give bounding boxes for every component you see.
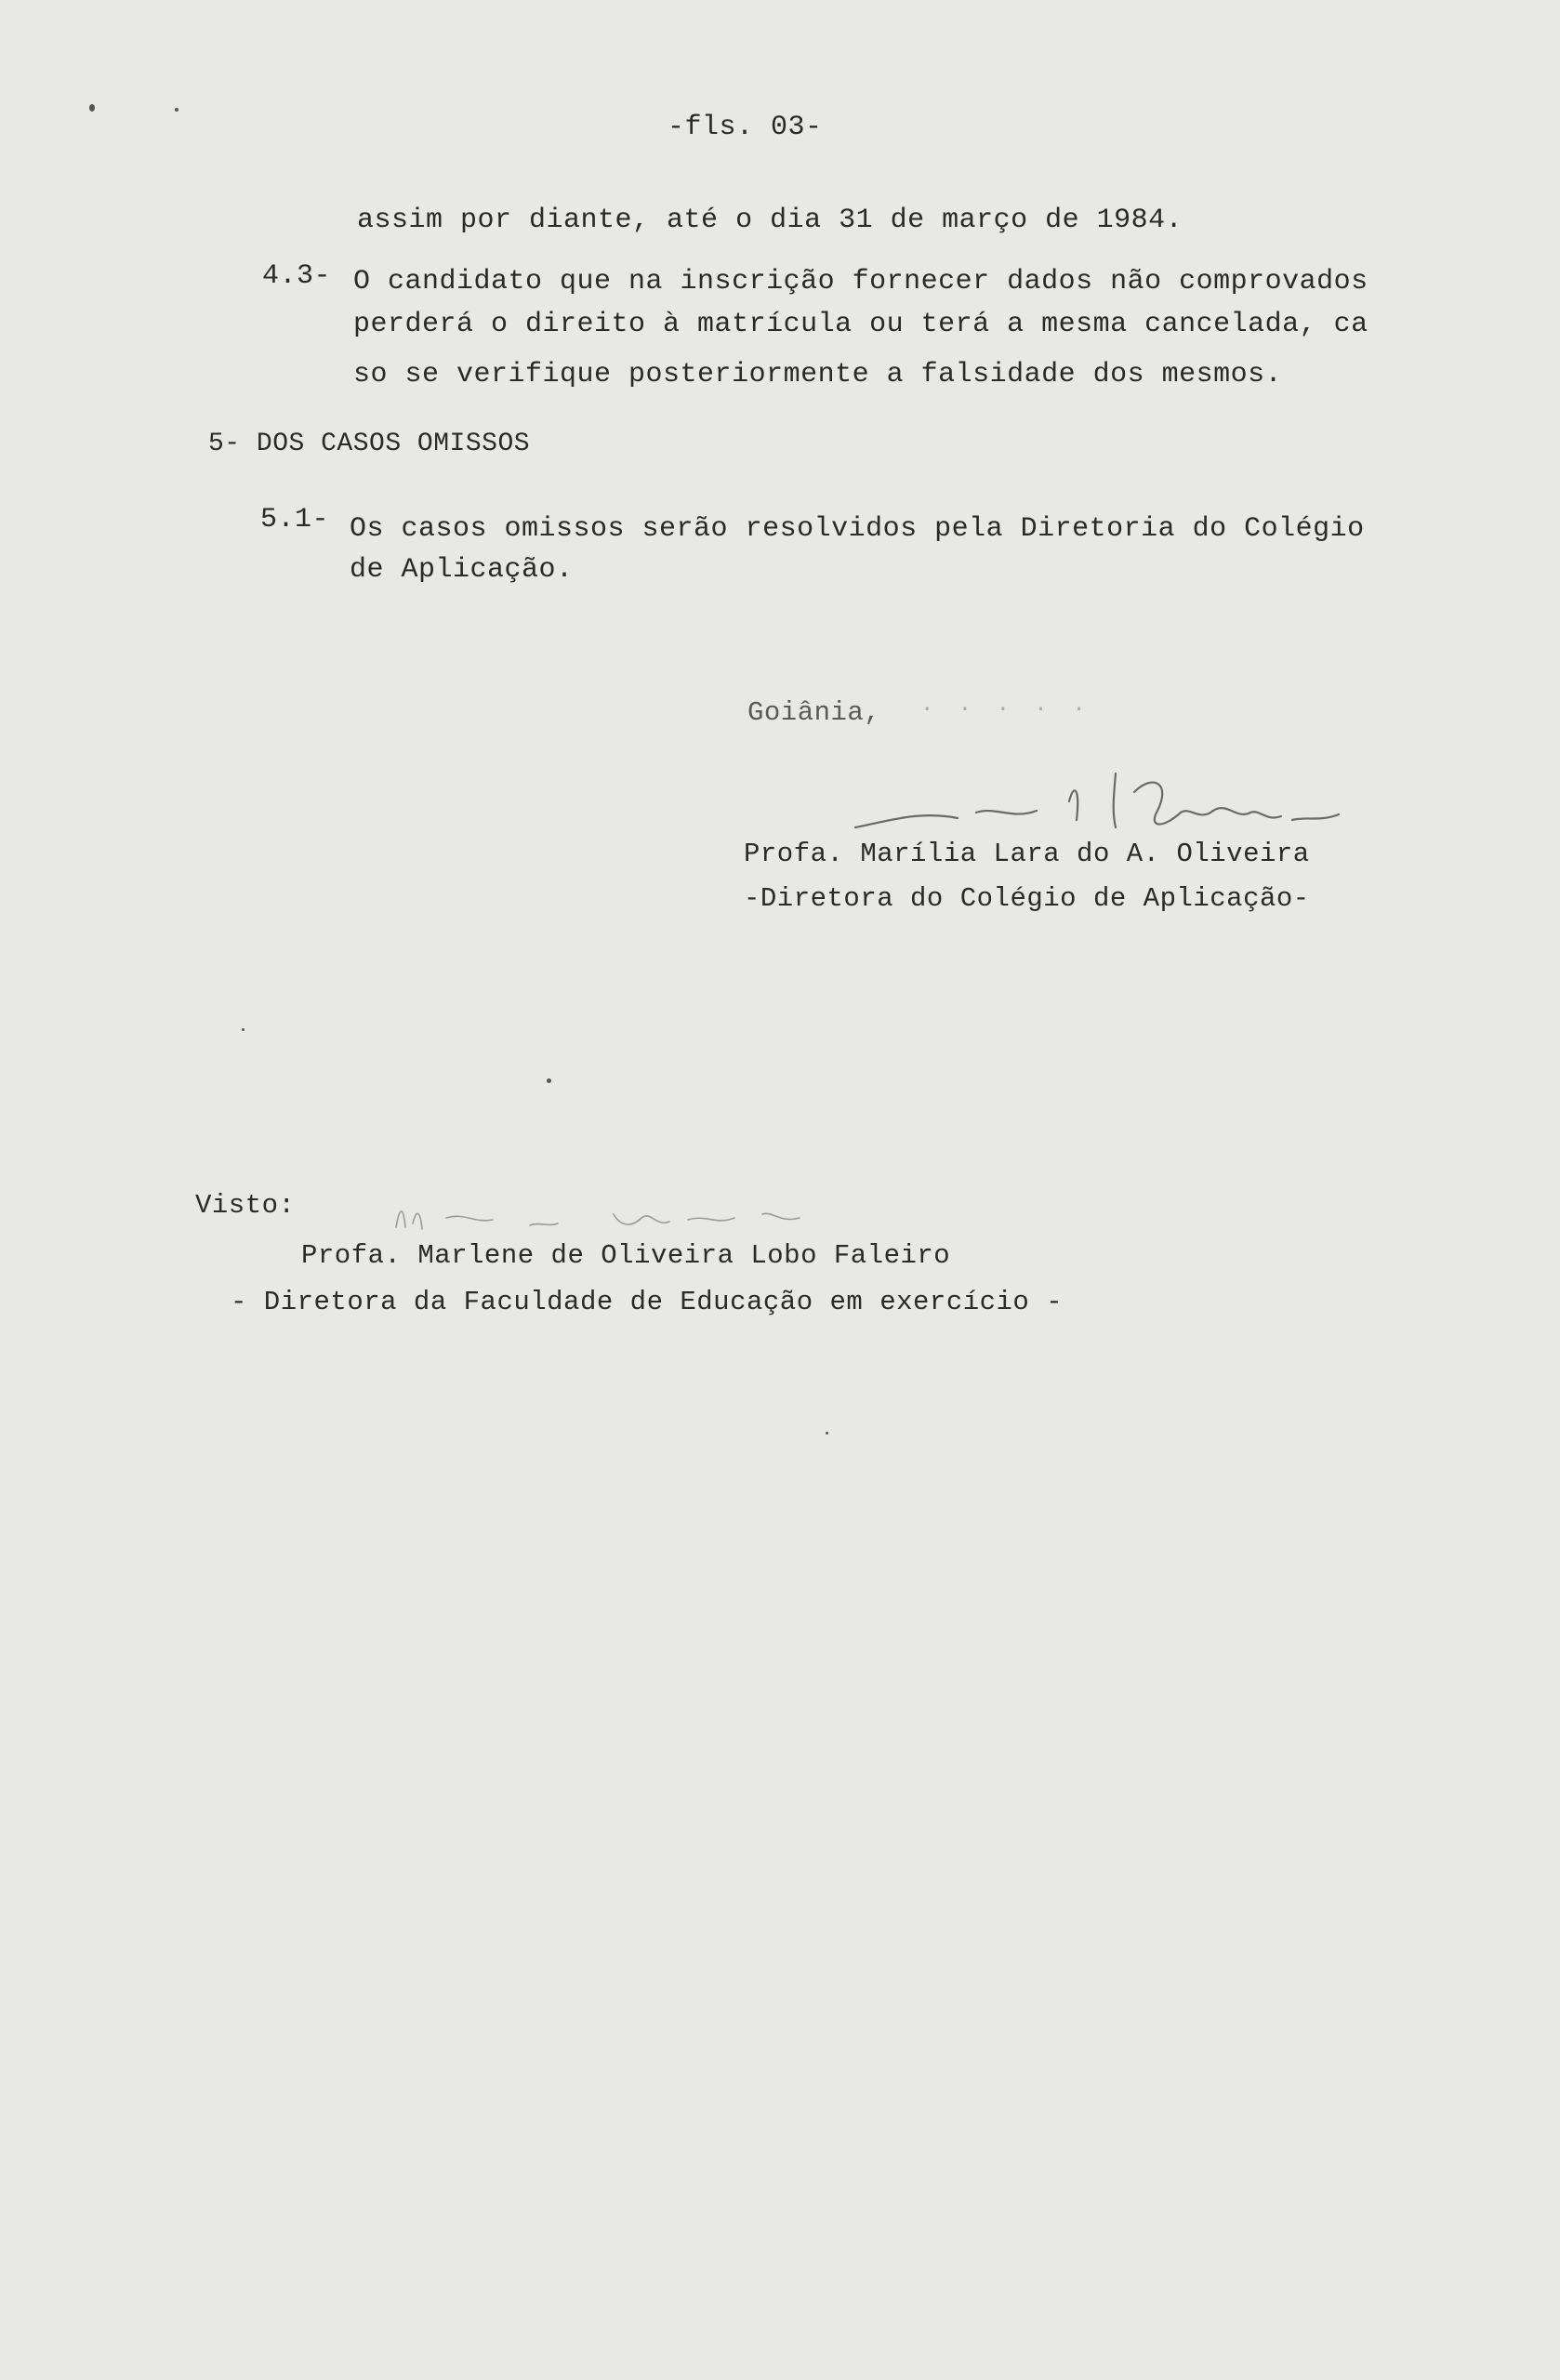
section-5-heading: 5- DOS CASOS OMISSOS <box>208 430 531 458</box>
paper-speck <box>175 108 178 112</box>
signatory-title: -Diretora do Colégio de Aplicação- <box>744 883 1310 914</box>
item-5-1-line: Os casos omissos serão resolvidos pela Diretoria do Colégio <box>350 513 1365 545</box>
illegible-date: · · · · · <box>920 697 1091 722</box>
page-number: -fls. 03- <box>668 112 823 143</box>
approval-label: Visto: <box>195 1190 296 1221</box>
approval-title: - Diretora da Faculdade de Educação em exercício - <box>231 1287 1064 1317</box>
paper-speck <box>89 104 95 112</box>
item-5-1-line: de Aplicação. <box>350 554 574 586</box>
item-4-3-line: so se verifique posteriormente a falsidade dos mesmos. <box>353 359 1283 390</box>
signature <box>837 755 1357 848</box>
item-4-3-line: O candidato que na inscrição fornecer dados não comprovados <box>353 266 1368 298</box>
item-5-1-number: 5.1- <box>260 504 330 536</box>
item-4-3-line: perderá o direito à matrícula ou terá a mesma cancelada, ca <box>353 309 1368 340</box>
paper-speck <box>547 1078 551 1083</box>
item-4-2-continuation: assim por diante, até o dia 31 de março de 1984. <box>357 205 1183 236</box>
paper-speck <box>826 1432 828 1435</box>
closing-place: Goiânia, <box>747 697 881 728</box>
paper-speck <box>242 1028 245 1031</box>
approval-signature <box>381 1186 995 1242</box>
signatory-name: Profa. Marília Lara do A. Oliveira <box>744 839 1310 869</box>
approval-name: Profa. Marlene de Oliveira Lobo Faleiro <box>301 1240 951 1271</box>
item-4-3-number: 4.3- <box>262 260 332 292</box>
